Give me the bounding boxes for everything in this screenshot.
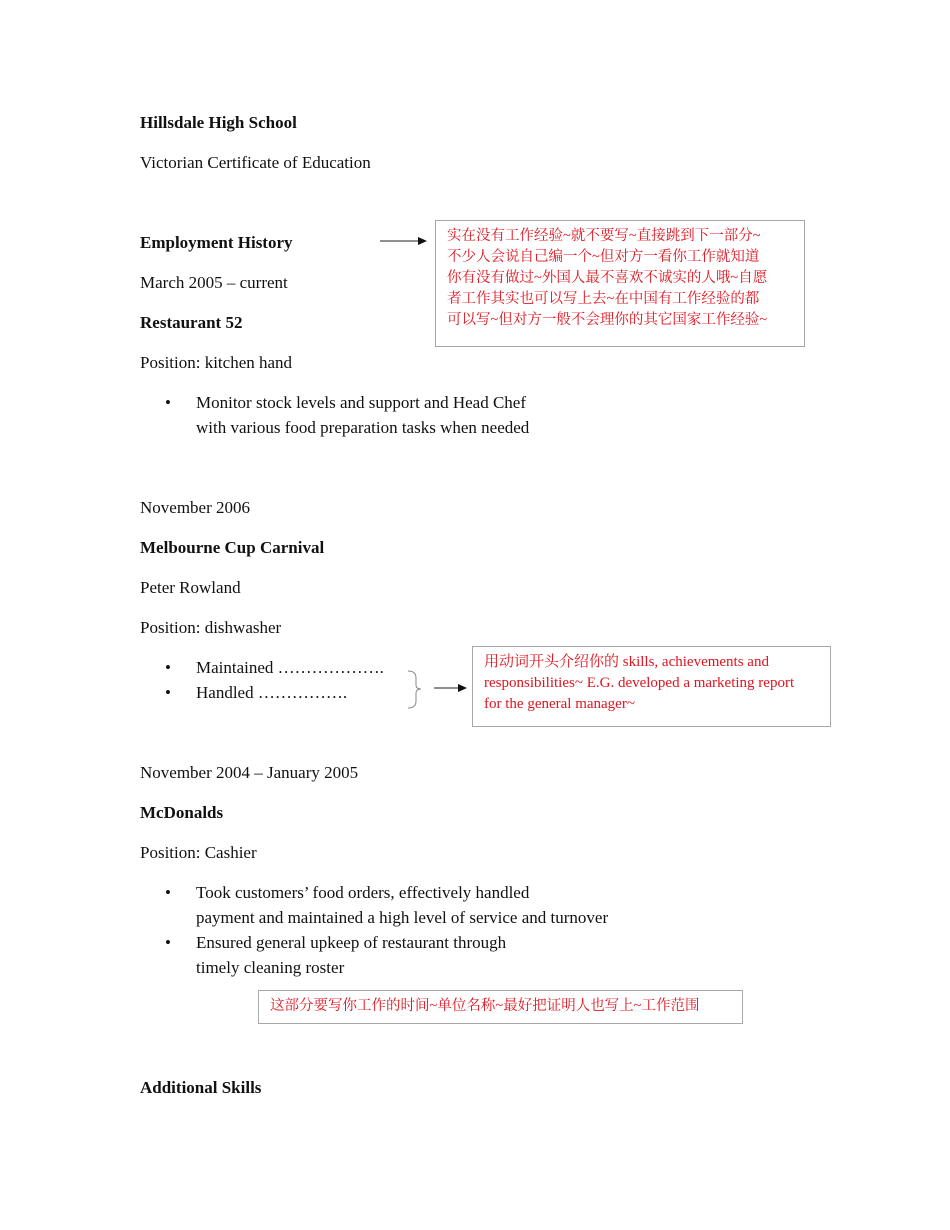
job-bullet: Took customers’ food orders, effectively handled payment and maintained a high level of service and turnover [196, 883, 609, 927]
bullet-icon: • [165, 933, 171, 952]
bullet-icon: • [165, 393, 171, 412]
job-employer: Melbourne Cup Carnival [140, 538, 325, 557]
annotation-no-experience: 实在没有工作经验~就不要写~直接跳到下一部分~ 不少人会说自己编一个~但对方一看你工作就知道 你有没有做过~外国人最不喜欢不诚实的人哦~自愿 者工作其实也可以写上去~在中国有工作经验的都 可以写~但对方一般不会理你的其它国家工作经验~ [435, 220, 805, 347]
bullet-icon: • [165, 658, 171, 677]
annotation-section-content: 这部分要写你工作的时间~单位名称~最好把证明人也写上~工作范围 [258, 990, 743, 1024]
job-bullet: Handled ……………. [196, 683, 348, 702]
job-employer: Restaurant 52 [140, 313, 243, 332]
job-employer: McDonalds [140, 803, 224, 822]
job-dates: November 2006 [140, 498, 251, 517]
job-referee: Peter Rowland [140, 578, 241, 597]
section-heading-additional-skills: Additional Skills [140, 1078, 262, 1097]
job-dates: November 2004 – January 2005 [140, 763, 359, 782]
arrow-right-icon [434, 681, 470, 695]
section-heading-employment: Employment History [140, 233, 293, 252]
arrow-right-icon [380, 234, 430, 248]
job-bullet: Ensured general upkeep of restaurant through timely cleaning roster [196, 933, 507, 977]
bullet-icon: • [165, 883, 171, 902]
bullet-icon: • [165, 683, 171, 702]
qualification: Victorian Certificate of Education [140, 153, 371, 172]
right-brace-icon [404, 670, 426, 710]
job-bullet: Monitor stock levels and support and Head Chef with various food preparation tasks when needed [196, 393, 530, 437]
school-name: Hillsdale High School [140, 113, 297, 132]
job-position: Position: kitchen hand [140, 353, 293, 372]
job-position: Position: dishwasher [140, 618, 282, 637]
job-position: Position: Cashier [140, 843, 257, 862]
job-bullet: Maintained ………………. [196, 658, 384, 677]
job-dates: March 2005 – current [140, 273, 288, 292]
annotation-action-verbs: 用动词开头介绍你的 skills, achievements and responsibilities~ E.G. developed a marketing report for the general manager~ [472, 646, 831, 727]
